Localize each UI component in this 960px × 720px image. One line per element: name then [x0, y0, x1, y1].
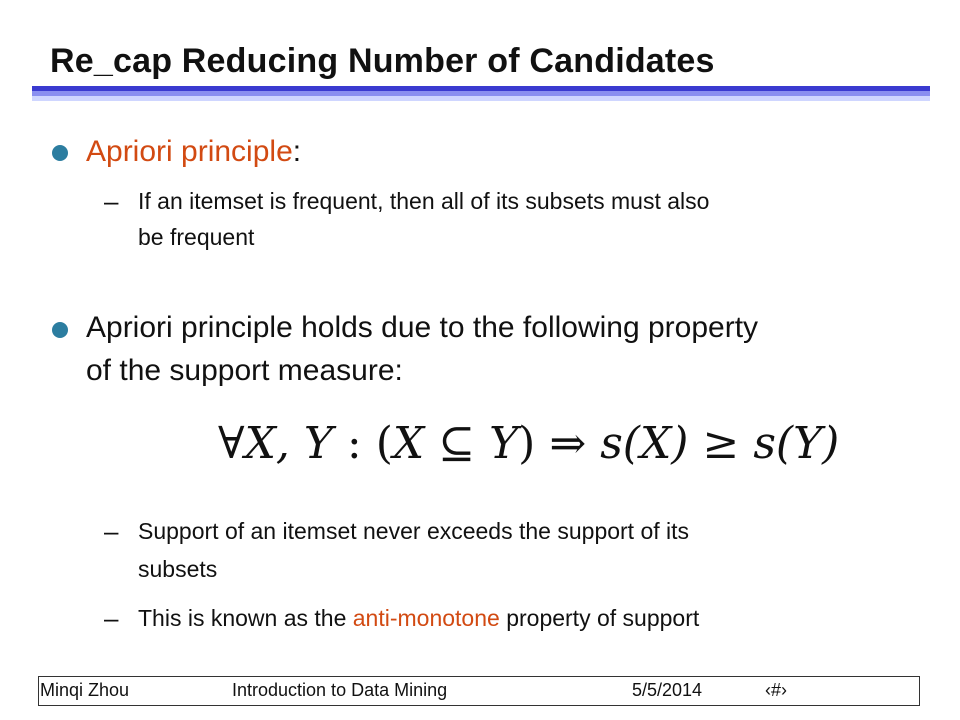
anti-monotone-term: anti-monotone	[352, 605, 500, 631]
footer-date: 5/5/2014	[632, 680, 703, 700]
formula-vars: X, Y	[244, 418, 333, 469]
subseteq-symbol: ⊆	[438, 418, 476, 469]
bullet-dot-icon	[52, 322, 68, 338]
apriori-colon: :	[292, 135, 302, 168]
footer-page-number: ‹#›	[765, 680, 787, 700]
anti-monotone-formula	[218, 418, 839, 469]
underline-bar-light	[32, 96, 930, 101]
dash-marker: –	[104, 516, 119, 546]
sub-bullet-support-line1: Support of an itemset never exceeds the support of its	[138, 518, 690, 544]
forall-symbol: ∀	[218, 418, 245, 469]
sub-bullet-frequent-line2: be frequent	[138, 224, 255, 250]
anti-monotone-after: property of support	[499, 605, 700, 631]
formula-sx: s(X)	[600, 418, 689, 469]
footer-author: Minqi Zhou	[40, 680, 130, 700]
formula-y: Y	[489, 418, 519, 469]
footer-bar	[38, 676, 920, 706]
formula-sy: s(Y)	[753, 418, 840, 469]
formula-colon: :	[346, 418, 362, 469]
apriori-principle-term: Apriori principle	[86, 135, 293, 168]
sub-bullet-support-line2: subsets	[138, 556, 218, 582]
bullet-property-line2: of the support measure:	[86, 354, 403, 387]
geq-symbol: ≥	[702, 418, 740, 469]
implies-symbol: ⇒	[549, 418, 587, 469]
anti-monotone-before: This is known as the	[138, 605, 353, 631]
sub-bullet-anti-monotone	[138, 603, 699, 633]
sub-bullet-frequent-line1: If an itemset is frequent, then all of its subsets must also	[138, 188, 710, 214]
formula-x: X	[392, 418, 425, 469]
bullet-apriori-principle	[86, 133, 301, 171]
dash-marker: –	[104, 186, 119, 216]
formula-paren-close: )	[518, 418, 536, 469]
slide-title: Re_cap Reducing Number of Candidates	[50, 42, 715, 80]
dash-marker: –	[104, 603, 119, 633]
bullet-dot-icon	[52, 145, 68, 161]
footer-course: Introduction to Data Mining	[232, 680, 448, 700]
bullet-property-line1: Apriori principle holds due to the following property	[86, 311, 759, 344]
formula-paren-open: (	[375, 418, 393, 469]
title-underline	[32, 86, 930, 104]
